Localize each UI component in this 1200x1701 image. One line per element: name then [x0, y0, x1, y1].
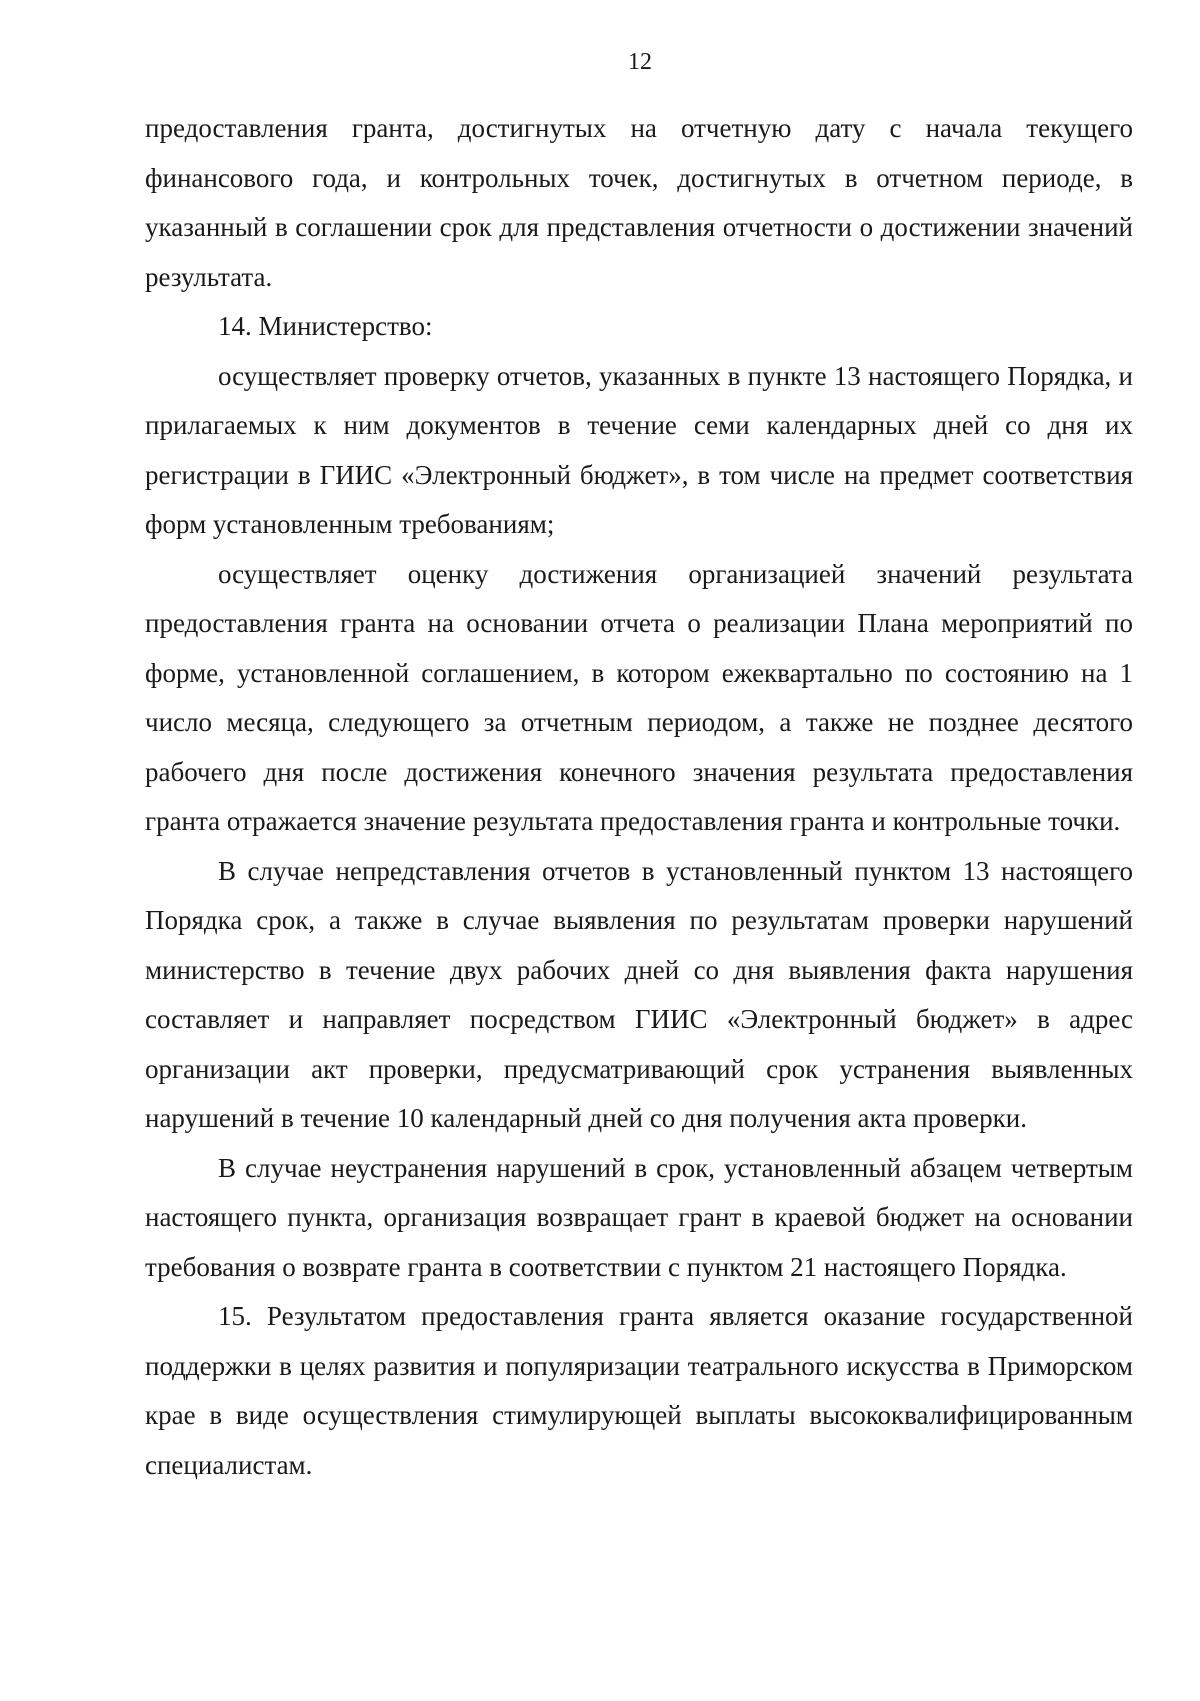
paragraph-grant-return: В случае неустранения нарушений в срок, установленный абзацем четвертым настоящего пункта, организация возвращает грант в краевой бюджет на основании требования о возврате гранта в соответствии с пунктом 21 настоящего Порядка.: [145, 1152, 1133, 1282]
paragraph-result-assessment: осуществляет оценку достижения организацией значений результата предоставления гранта на основании отчета о реализации Плана мероприятий по форме, установленной соглашением, в котором ежеквартально по состоянию на 1 число месяца, следующего за отчетным периодом, а также не позднее десятого рабочего дня после достижения конечного значения результата предоставления гранта отражается значение результата предоставления гранта и контрольные точки.: [145, 558, 1133, 836]
section-heading-14: 14. Министерство:: [218, 311, 433, 341]
page-number: 12: [628, 49, 652, 75]
paragraph-report-verification: осуществляет проверку отчетов, указанных в пункте 13 настоящего Порядка, и прилагаемых к ним документов в течение семи календарных дней со дня их регистрации в ГИИС «Электронный бюджет», в том числе на предмет соответствия форм установленным требованиям;: [145, 360, 1133, 539]
paragraph-non-submission: В случае непредставления отчетов в установленный пунктом 13 настоящего Порядка срок, а также в случае выявления по результатам проверки нарушений министерство в течение двух рабочих дней со дня выявления факта нарушения составляет и направляет посредством ГИИС «Электронный бюджет» в адрес организации акт проверки, предусматривающий срок устранения выявленных нарушений в течение 10 календарный дней со дня получения акта проверки.: [145, 855, 1133, 1133]
paragraph-continuation: предоставления гранта, достигнутых на отчетную дату с начала текущего финансового года, и контрольных точек, достигнутых в отчетном периоде, в указанный в соглашении срок для представления отчетности о достижении значений результата.: [145, 113, 1133, 292]
paragraph-section-15: 15. Результатом предоставления гранта является оказание государственной поддержки в целях развития и популяризации театрального искусства в Приморском крае в виде осуществления стимулирующей выплаты высококвалифицированным специалистам.: [145, 1301, 1133, 1480]
document-body: [145, 104, 1133, 1490]
